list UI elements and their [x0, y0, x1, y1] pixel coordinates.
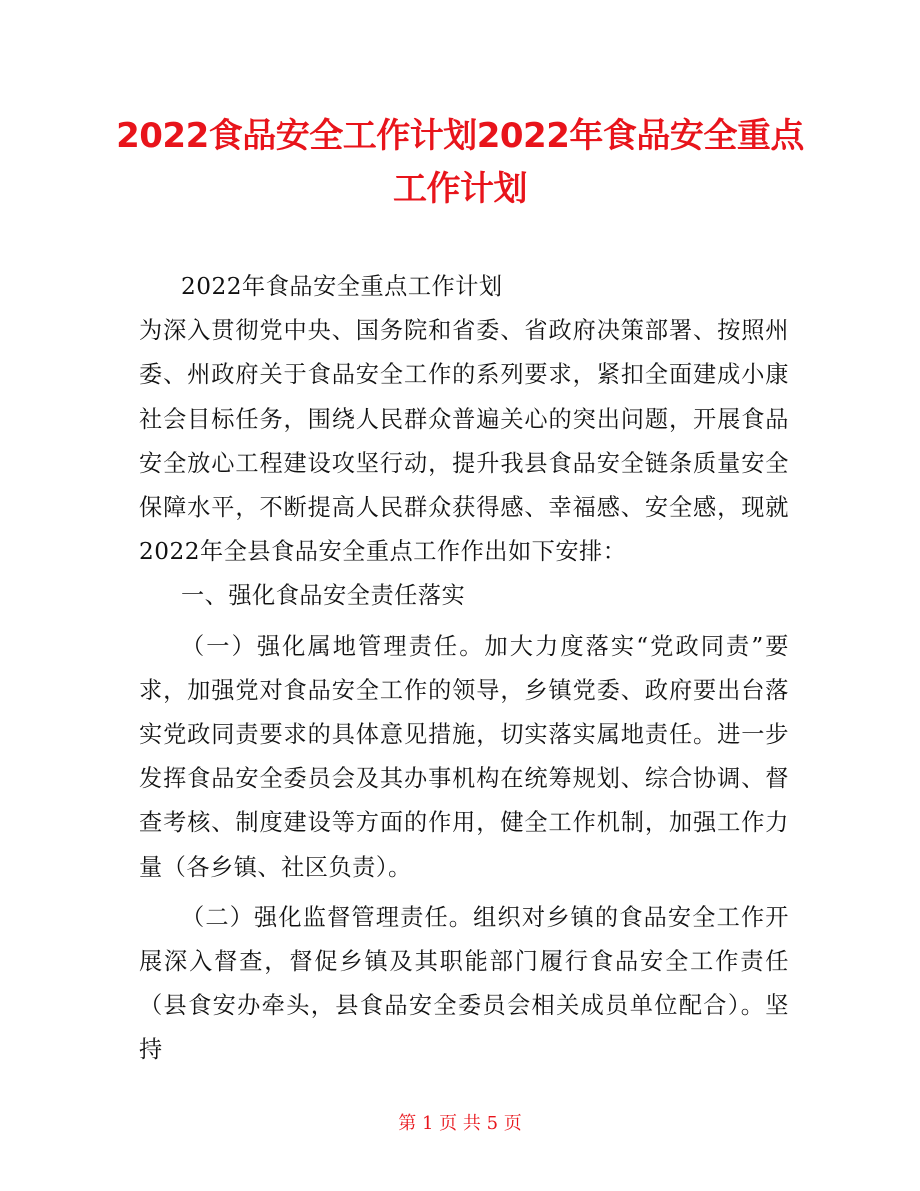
body-paragraph-intro: 为深入贯彻党中央、国务院和省委、省政府决策部署、按照州委、州政府关于食品安全工作的系列要求，紧扣全面建成小康社会目标任务，围绕人民群众普遍关心的突出问题，开展食品安全放心工程建设攻坚行动，提升我县食品安全链条质量安全保障水平，不断提高人民群众获得感、幸福感、安全感，现就2022年全县食品安全重点工作作出如下安排：	[139, 317, 789, 566]
title-line-1: 2022食品安全工作计划2022年食品安全重点	[116, 116, 804, 156]
body-paragraph-1: （一）强化属地管理责任。加大力度落实“党政同责”要求，加强党对食品安全工作的领导，乡镇党委、政府要出台落实党政同责要求的具体意见措施，切实落实属地责任。进一步发挥食品安全委员会及其办事机构在统筹规划、综合协调、督查考核、制度建设等方面的作用，健全工作机制，加强工作力量（各乡镇、社区负责）。	[139, 632, 789, 881]
body-heading: 2022年食品安全重点工作计划	[181, 273, 503, 300]
section-heading-1: 一、强化食品安全责任落实	[181, 582, 466, 610]
document-body	[139, 265, 789, 1073]
document-title	[100, 110, 820, 216]
page-footer: 第 1 页 共 5 页	[398, 1113, 522, 1134]
body-paragraph-2: （二）强化监督管理责任。组织对乡镇的食品安全工作开展深入督查，督促乡镇及其职能部门履行食品安全工作责任（县食安办牵头，县食品安全委员会相关成员单位配合）。坚持	[139, 903, 789, 1064]
title-line-2: 工作计划	[393, 169, 527, 209]
